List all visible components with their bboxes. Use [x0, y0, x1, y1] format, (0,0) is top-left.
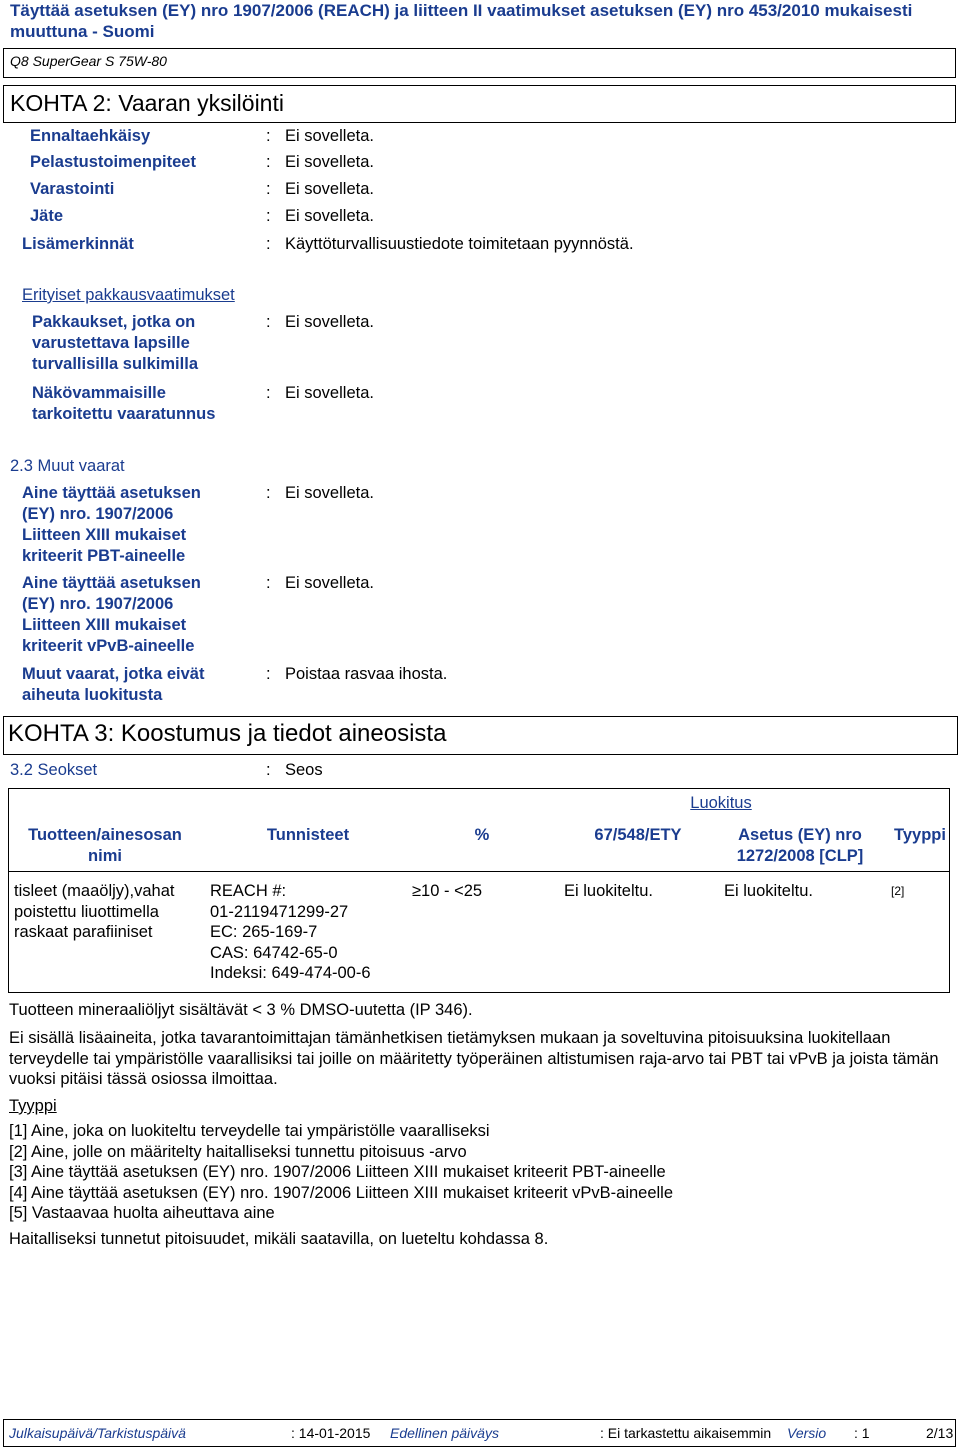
col-clp-header [722, 825, 878, 867]
disposal-value: Ei sovelleta. [285, 207, 374, 225]
footer-prev-value: : Ei tarkastettu aikaisemmin [600, 1425, 772, 1441]
pbt-value: Ei sovelleta. [285, 484, 374, 502]
mixtures-value: Seos [285, 761, 323, 779]
header-line: nimi [88, 847, 122, 865]
label-line: Muut vaarat, jotka eivät [22, 665, 205, 683]
colon: : [266, 665, 271, 683]
type-heading: Tyyppi [9, 1097, 57, 1115]
product-name: Q8 SuperGear S 75W-80 [10, 53, 167, 69]
exposure-note: Haitalliseksi tunnetut pitoisuudet, mikäli saatavilla, on lueteltu kohdassa 8. [9, 1230, 549, 1248]
classification-header: Luokitus [690, 794, 752, 812]
header-line: Tuotteen/ainesosan [28, 826, 182, 844]
mineral-oil-note: Tuotteen mineraaliöljyt sisältävät < 3 % DMSO-uutetta (IP 346). [9, 1001, 473, 1019]
document-header-title: Täyttää asetuksen (EY) nro 1907/2006 (REACH) ja liitteen II vaatimukset asetuksen (EY) nro 453/2010 mukaisesti muuttuna - Suomi [10, 1, 913, 41]
colon: : [266, 484, 271, 502]
other-hazards-heading: 2.3 Muut vaarat [10, 457, 125, 475]
supplemental-value: Käyttöturvallisuustiedote toimitetaan pyynnöstä. [285, 235, 634, 253]
label-line: Näkövammaisille [32, 384, 166, 402]
prevention-value: Ei sovelleta. [285, 127, 374, 145]
colon: : [266, 313, 271, 331]
label-line: (EY) nro. 1907/2006 [22, 505, 174, 523]
header-line: 1272/2008 [CLP] [736, 847, 864, 865]
prevention-label: Ennaltaehkäisy [30, 127, 151, 145]
storage-label: Varastointi [30, 180, 115, 198]
label-line: turvallisilla sulkimilla [32, 355, 198, 373]
label-line: (EY) nro. 1907/2006 [22, 595, 174, 613]
footer-date-label: Julkaisupäivä/Tarkistuspäivä [9, 1425, 186, 1441]
list-item: [3] Aine täyttää asetuksen (EY) nro. 1907/2006 Liitteen XIII mukaiset kriteerit PBT-aineelle [9, 1163, 666, 1181]
col-type-header: Tyyppi [894, 826, 946, 844]
section-2-title: KOHTA 2: Vaaran yksilöinti [10, 90, 284, 116]
other-hazards-value: Poistaa rasvaa ihosta. [285, 665, 448, 683]
col-percent-header: % [474, 826, 490, 844]
label-line: aiheuta luokitusta [22, 686, 163, 704]
table-row-identifiers [210, 881, 371, 984]
colon: : [266, 153, 271, 171]
cell-line: Indeksi: 649-474-00-6 [210, 964, 371, 982]
col-dsd-header: 67/548/ETY [594, 826, 682, 844]
disposal-label: Jäte [30, 207, 64, 225]
storage-value: Ei sovelleta. [285, 180, 374, 198]
list-item: [4] Aine täyttää asetuksen (EY) nro. 1907/2006 Liitteen XIII mukaiset kriteerit vPvB-aineelle [9, 1183, 674, 1202]
footer-version-label: Versio [787, 1425, 827, 1441]
table-row-name [14, 881, 174, 943]
cell-line: REACH #: [210, 882, 287, 900]
list-item: [1] Aine, joka on luokiteltu terveydelle tai ympäristölle vaaralliseksi [9, 1122, 490, 1140]
child-resistant-label [32, 312, 198, 375]
footer-version-value: : 1 [854, 1425, 870, 1441]
pbt-label [22, 483, 201, 567]
table-row-dsd: Ei luokiteltu. [564, 882, 653, 900]
cell-line: EC: 265-169-7 [210, 923, 318, 941]
label-line: Liitteen XIII mukaiset [22, 616, 187, 634]
supplemental-label: Lisämerkinnät [22, 235, 134, 253]
tactile-warning-value: Ei sovelleta. [285, 384, 374, 402]
packaging-heading: Erityiset pakkausvaatimukset [22, 286, 235, 304]
cell-line: 01-2119471299-27 [210, 902, 349, 921]
label-line: Aine täyttää asetuksen [22, 574, 201, 592]
child-resistant-value: Ei sovelleta. [285, 313, 374, 331]
colon: : [266, 761, 271, 779]
label-line: tarkoitettu vaaratunnus [32, 405, 216, 423]
colon: : [266, 180, 271, 198]
response-value: Ei sovelleta. [285, 153, 374, 171]
label-line: kriteerit vPvB-aineelle [22, 637, 195, 655]
header-line: Asetus (EY) nro [738, 826, 862, 844]
cell-line: CAS: 64742-65-0 [210, 943, 338, 962]
colon: : [266, 384, 271, 402]
other-hazards-label [22, 664, 204, 706]
cell-line: raskaat parafiiniset [14, 923, 153, 941]
label-line: kriteerit PBT-aineelle [22, 547, 186, 565]
table-row-percent: ≥10 - <25 [412, 882, 483, 900]
cell-line: tisleet (maaöljy),vahat [14, 882, 175, 900]
footer-date-value: : 14-01-2015 [291, 1425, 371, 1441]
colon: : [266, 207, 271, 225]
table-row-type: [2] [891, 884, 905, 898]
col-name-header [14, 825, 196, 867]
colon: : [266, 235, 271, 253]
response-label: Pelastustoimenpiteet [30, 153, 196, 171]
footer-prev-label: Edellinen päiväys [390, 1425, 499, 1441]
vpvb-value: Ei sovelleta. [285, 574, 374, 592]
colon: : [266, 127, 271, 145]
label-line: varustettava lapsille [32, 334, 190, 352]
colon: : [266, 574, 271, 592]
additives-note: Ei sisällä lisäaineita, jotka tavarantoimittajan tämänhetkisen tietämyksen mukaan ja soveltuvina pitoisuuksina luokitellaan terveydelle tai ympäristölle vaarallisiksi tai joille on määritetty työperäinen altistumisen raja-arvo tai PBT tai vPvB ja joista tämän vuoksi pitäisi tässä osiossa ilmoittaa. [9, 1029, 939, 1088]
mixtures-label: 3.2 Seokset [10, 761, 98, 779]
col-identifiers-header: Tunnisteet [266, 826, 350, 844]
tactile-warning-label [32, 383, 215, 425]
type-legend-list [9, 1121, 673, 1224]
cell-line: poistettu liuottimella [14, 902, 159, 921]
list-item: [5] Vastaavaa huolta aiheuttava aine [9, 1204, 275, 1222]
label-line: Aine täyttää asetuksen [22, 484, 201, 502]
table-row-clp: Ei luokiteltu. [724, 882, 813, 900]
label-line: Liitteen XIII mukaiset [22, 526, 187, 544]
vpvb-label [22, 573, 201, 657]
footer-page-number: 2/13 [926, 1425, 954, 1441]
list-item: [2] Aine, jolle on määritelty haitalliseksi tunnettu pitoisuus -arvo [9, 1142, 467, 1161]
section-3-title: KOHTA 3: Koostumus ja tiedot aineosista [8, 720, 447, 747]
label-line: Pakkaukset, jotka on [32, 313, 196, 331]
